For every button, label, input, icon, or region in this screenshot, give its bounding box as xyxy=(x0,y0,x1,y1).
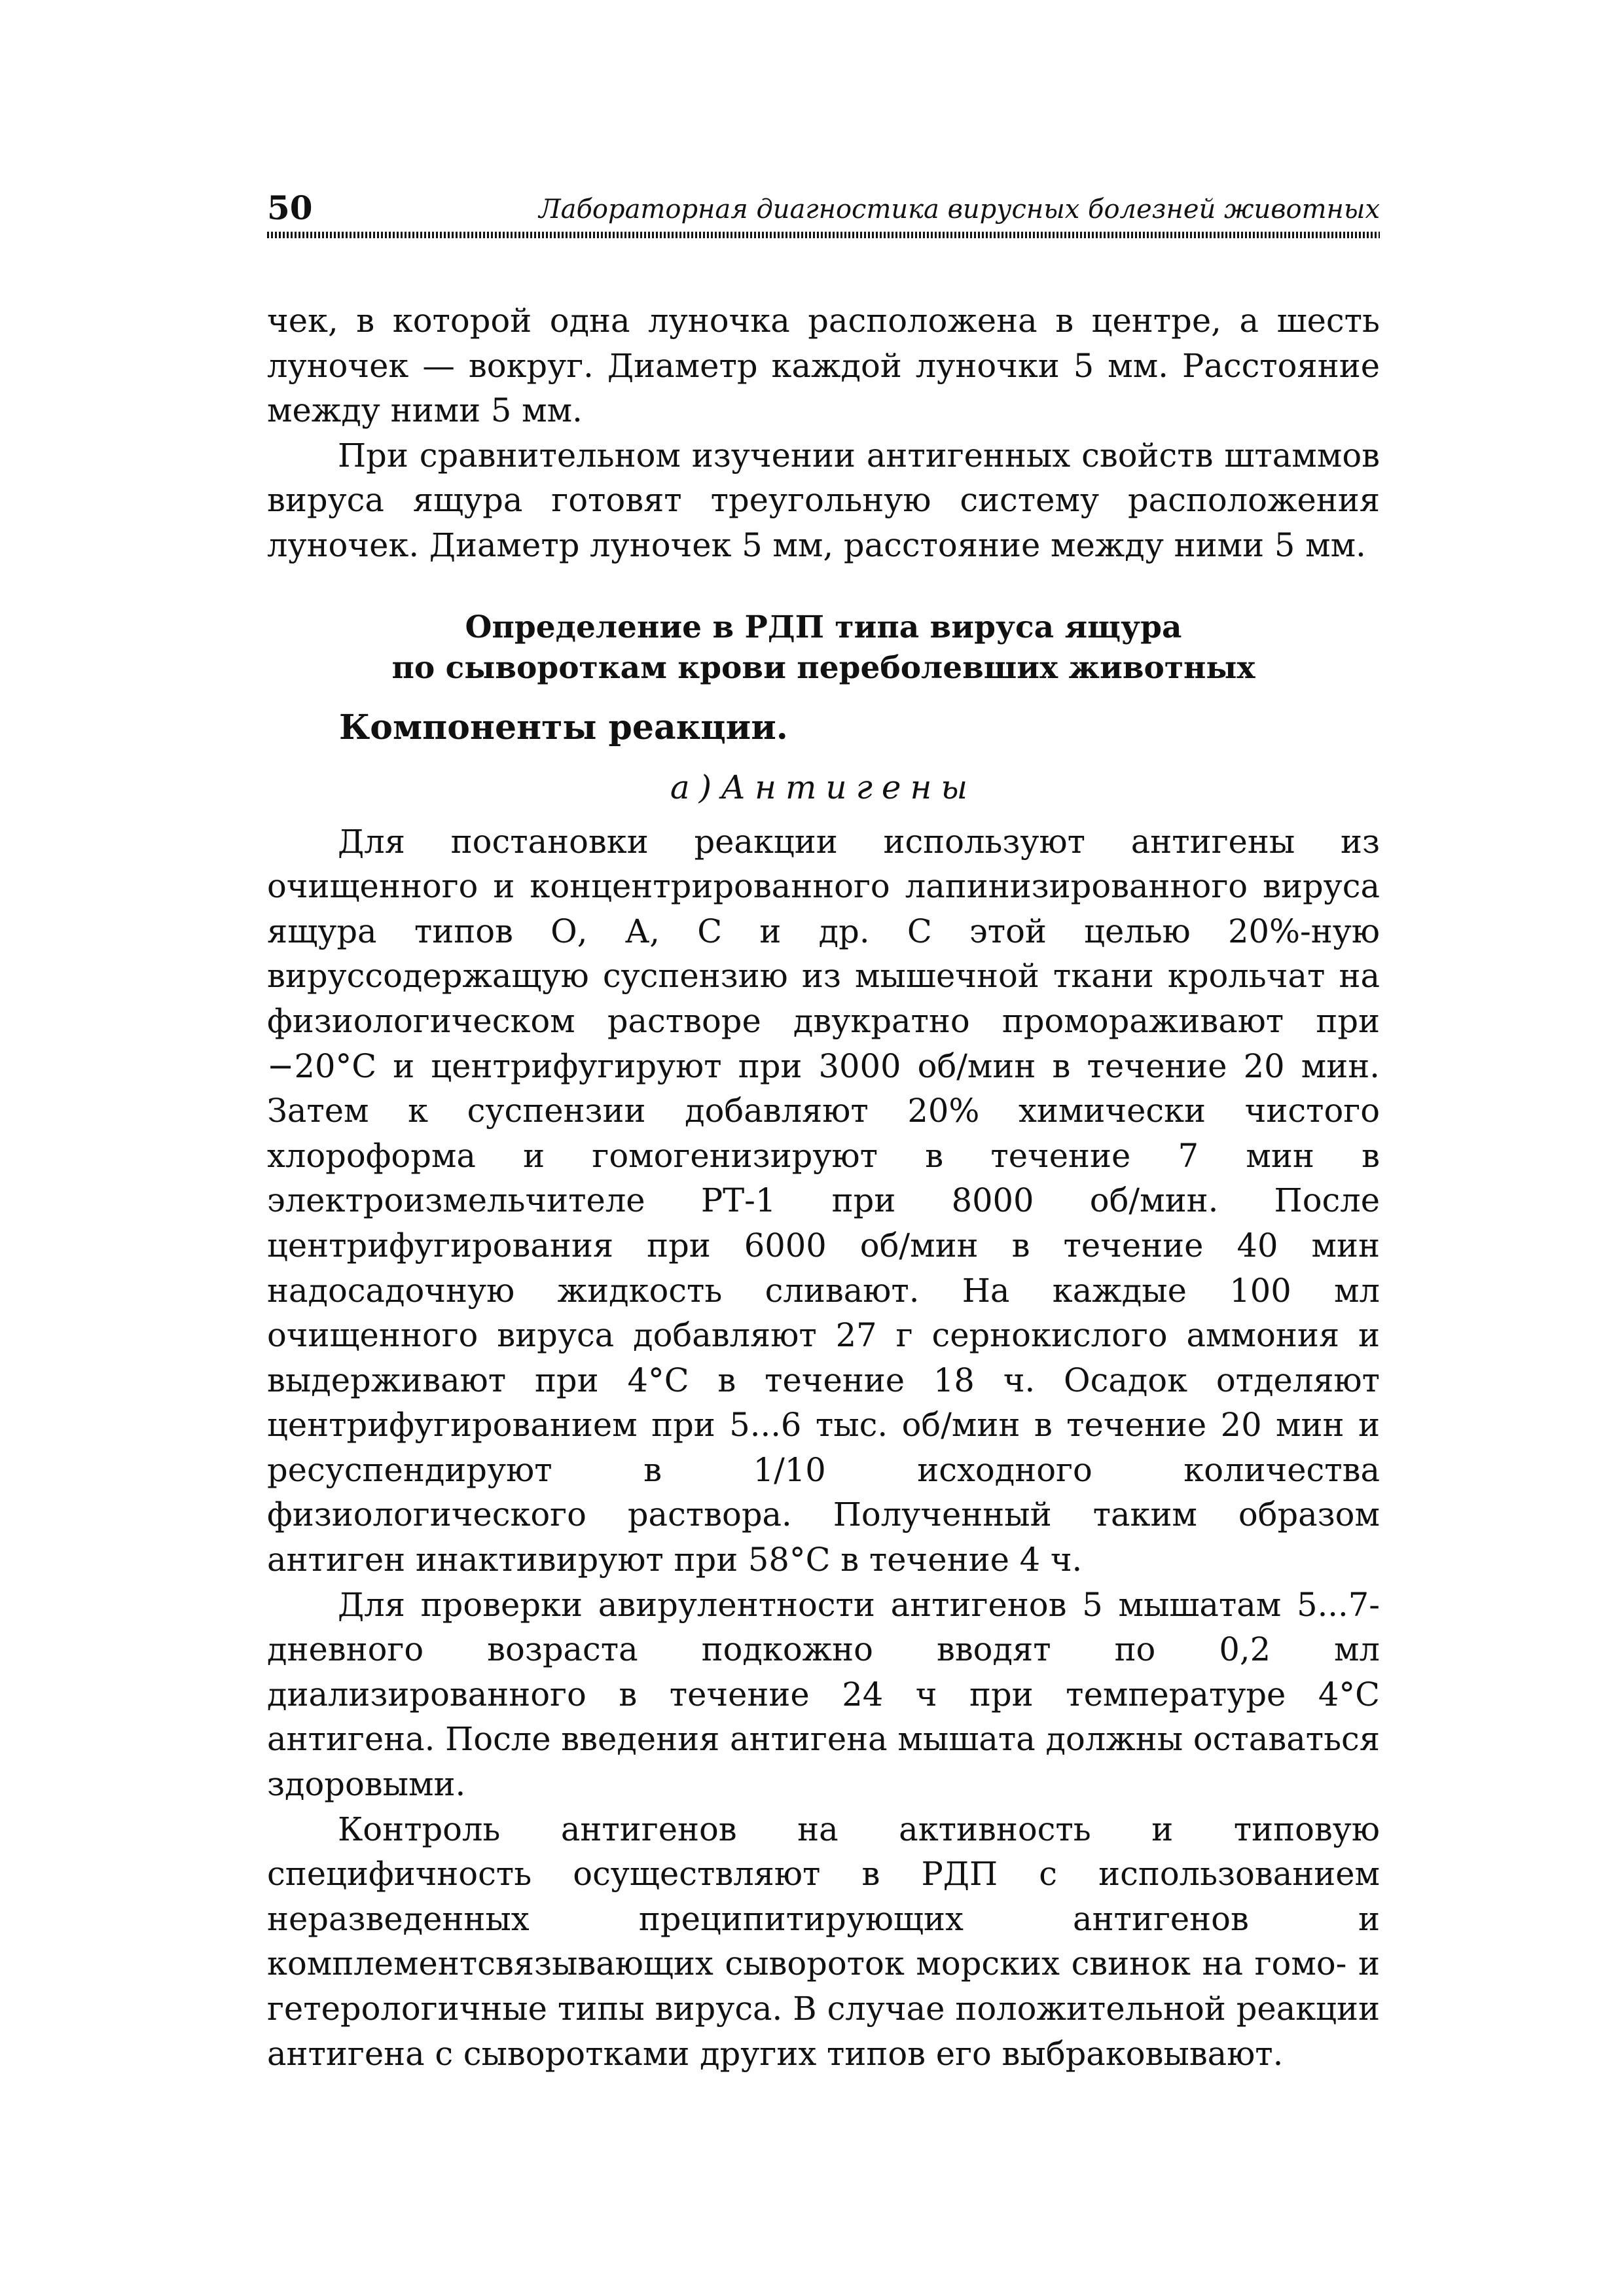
page-number: 50 xyxy=(267,188,313,227)
running-title: Лабораторная диагностика вирусных болезней животных xyxy=(539,194,1380,224)
paragraph-avirulence-check: Для проверки авирулентности антигенов 5 мышатам 5...7-дневного возраста подкожно вводят по 0,2 мл диализированного в течение 24 ч при температуре 4°С антигена. После введения антигена мышата должны оставаться здоровыми. xyxy=(267,1585,1380,1804)
paragraph-continuation: чек, в которой одна луночка расположена в центре, а шесть луночек — вокруг. Диаметр каждой луночки 5 мм. Расстояние между ними 5 мм. xyxy=(267,302,1380,430)
body-text xyxy=(267,298,1380,2076)
section-title-line-1: Определение в РДП типа вируса ящура xyxy=(465,609,1182,645)
running-head xyxy=(267,190,1380,230)
section-title xyxy=(267,607,1380,689)
paragraph-antigen-control: Контроль антигенов на активность и типовую специфичность осуществляют в РДП с использованием неразведенных преципитирующих антигенов и комплементсвязывающих сывороток морских свинок на гомо- и гетерологичные типы вируса. В случае положительной реакции антигена с сыворотками других типов его выбраковывают. xyxy=(267,1810,1380,2073)
paragraph-strain-comparison: При сравнительном изучении антигенных свойств штаммов вируса ящура готовят треугольную систему расположения луночек. Диаметр луночек 5 мм, расстояние между ними 5 мм. xyxy=(267,436,1380,564)
paragraph-antigen-preparation: Для постановки реакции используют антигены из очищенного и концентрированного лапинизированного вируса ящура типов О, А, С и др. С этой целью 20%-ную вируссодержащую суспензию из мышечной ткани крольчат на физиологическом растворе двукратно промораживают при −20°С и центрифугируют при 3000 об/мин в течение 20 мин. Затем к суспензии добавляют 20% химически чистого хлороформа и гомогенизируют в течение 7 мин в электроизмельчителе РТ-1 при 8000 об/мин. После центрифугирования при 6000 об/мин в течение 40 мин надосадочную жидкость сливают. На каждые 100 мл очищенного вируса добавляют 27 г сернокислого аммония и выдерживают при 4°С в течение 18 ч. Осадок отделяют центрифугированием при 5...6 тыс. об/мин в течение 20 мин и ресуспендируют в 1/10 исходного количества физиологического раствора. Полученный таким образом антиген инактивируют при 58°С в течение 4 ч. xyxy=(267,822,1380,1579)
book-page xyxy=(267,190,1380,2076)
components-heading: Компоненты реакции. xyxy=(339,707,788,747)
section-title-line-2: по сывороткам крови переболевших животных xyxy=(391,649,1255,686)
antigens-subheading: а)Антигены xyxy=(670,768,977,806)
header-divider xyxy=(267,232,1380,238)
